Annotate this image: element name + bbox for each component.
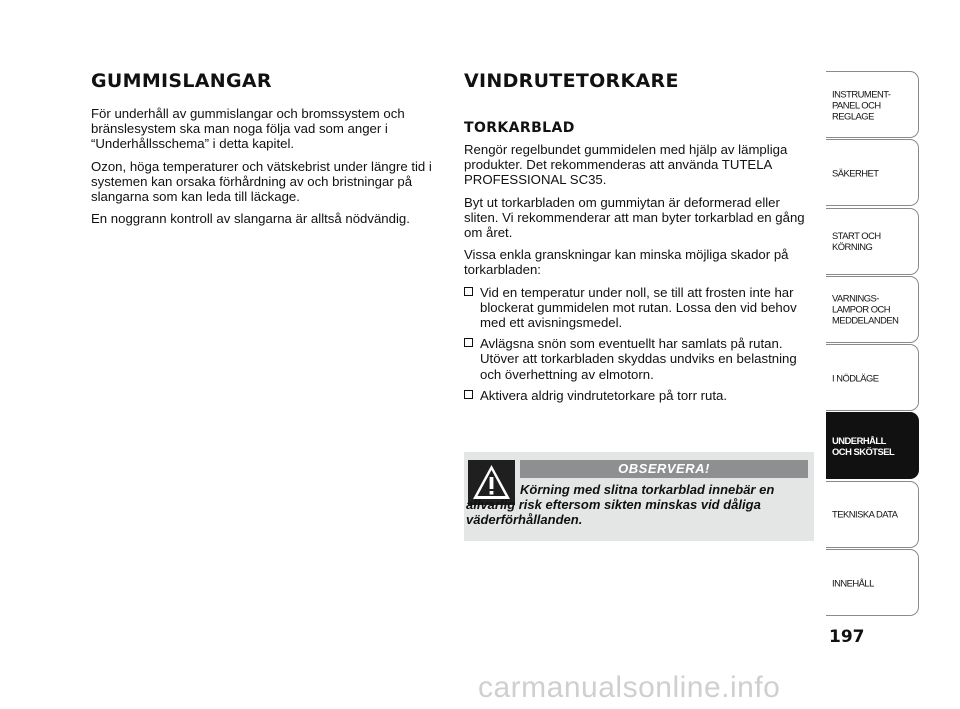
left-column xyxy=(91,70,441,233)
paragraph: En noggrann kontroll av slangarna är alltså nödvändig. xyxy=(91,211,410,227)
section-title-gummislangar: GUMMISLANGAR xyxy=(91,70,272,92)
paragraph: Vissa enkla granskningar kan minska möjliga skador på torkarbladen: xyxy=(464,247,789,278)
page-number: 197 xyxy=(829,627,865,647)
paragraph: Byt ut torkarbladen om gummiytan är deformerad eller sliten. Vi rekommenderar att man byter torkarblad en gång om året. xyxy=(464,194,805,241)
checkbox-bullet-icon xyxy=(464,287,473,296)
tab-instrumentpanel[interactable]: INSTRUMENT- PANEL OCH REGLAGE xyxy=(826,71,919,138)
chapter-tabs xyxy=(826,71,919,617)
subsection-title-torkarblad: TORKARBLAD xyxy=(464,120,575,136)
right-column xyxy=(464,70,814,409)
checkbox-bullet-icon xyxy=(464,390,473,399)
list-item: Aktivera aldrig vindrutetorkare på torr ruta. xyxy=(464,388,814,403)
section-title-vindrutetorkare: VINDRUTETORKARE xyxy=(464,70,679,92)
watermark: carmanualsonline.info xyxy=(478,671,781,704)
list-item: Vid en temperatur under noll, se till att frosten inte har blockerat gummidelen mot rutan. Lossa den vid behov med ett avisningsmedel. xyxy=(464,285,814,331)
tab-tekniska-data[interactable]: TEKNISKA DATA xyxy=(826,481,919,548)
tab-sakerhet[interactable]: SÄKERHET xyxy=(826,139,919,206)
warning-header: OBSERVERA! xyxy=(520,460,808,478)
checkbox-bullet-icon xyxy=(464,338,473,347)
warning-box xyxy=(464,452,814,541)
tab-start-och-korning[interactable]: START OCH KÖRNING xyxy=(826,208,919,275)
paragraph: Ozon, höga temperaturer och vätskebrist under längre tid i systemen kan orsaka förhårdning av och bristningar på slangarna som kan leda till läckage. xyxy=(91,158,432,205)
tab-innehall[interactable]: INNEHÅLL xyxy=(826,549,919,616)
check-list xyxy=(464,285,814,403)
paragraph: Rengör regelbundet gummidelen med hjälp av lämpliga produkter. Det rekommenderas att använda TUTELA PROFESSIONAL SC35. xyxy=(464,142,788,188)
tab-i-nodlage[interactable]: I NÖDLÄGE xyxy=(826,344,919,411)
paragraph: För underhåll av gummislangar och bromssystem och bränslesystem ska man noga följa vad som anger i “Underhållsschema” i detta kapitel. xyxy=(91,106,405,152)
tab-varningslampor[interactable]: VARNINGS- LAMPOR OCH MEDDELANDEN xyxy=(826,276,919,343)
list-item: Avlägsna snön som eventuellt har samlats på rutan. Utöver att torkarbladen skyddas undviks en belastning och överhettning av elmotorn. xyxy=(464,336,814,382)
warning-text: Körning med slitna torkarblad innebär en allvarlig risk eftersom sikten minskas vid dåliga väderförhållanden. xyxy=(466,482,775,527)
tab-underhall-och-skotsel[interactable]: UNDERHÅLL OCH SKÖTSEL xyxy=(826,412,919,479)
